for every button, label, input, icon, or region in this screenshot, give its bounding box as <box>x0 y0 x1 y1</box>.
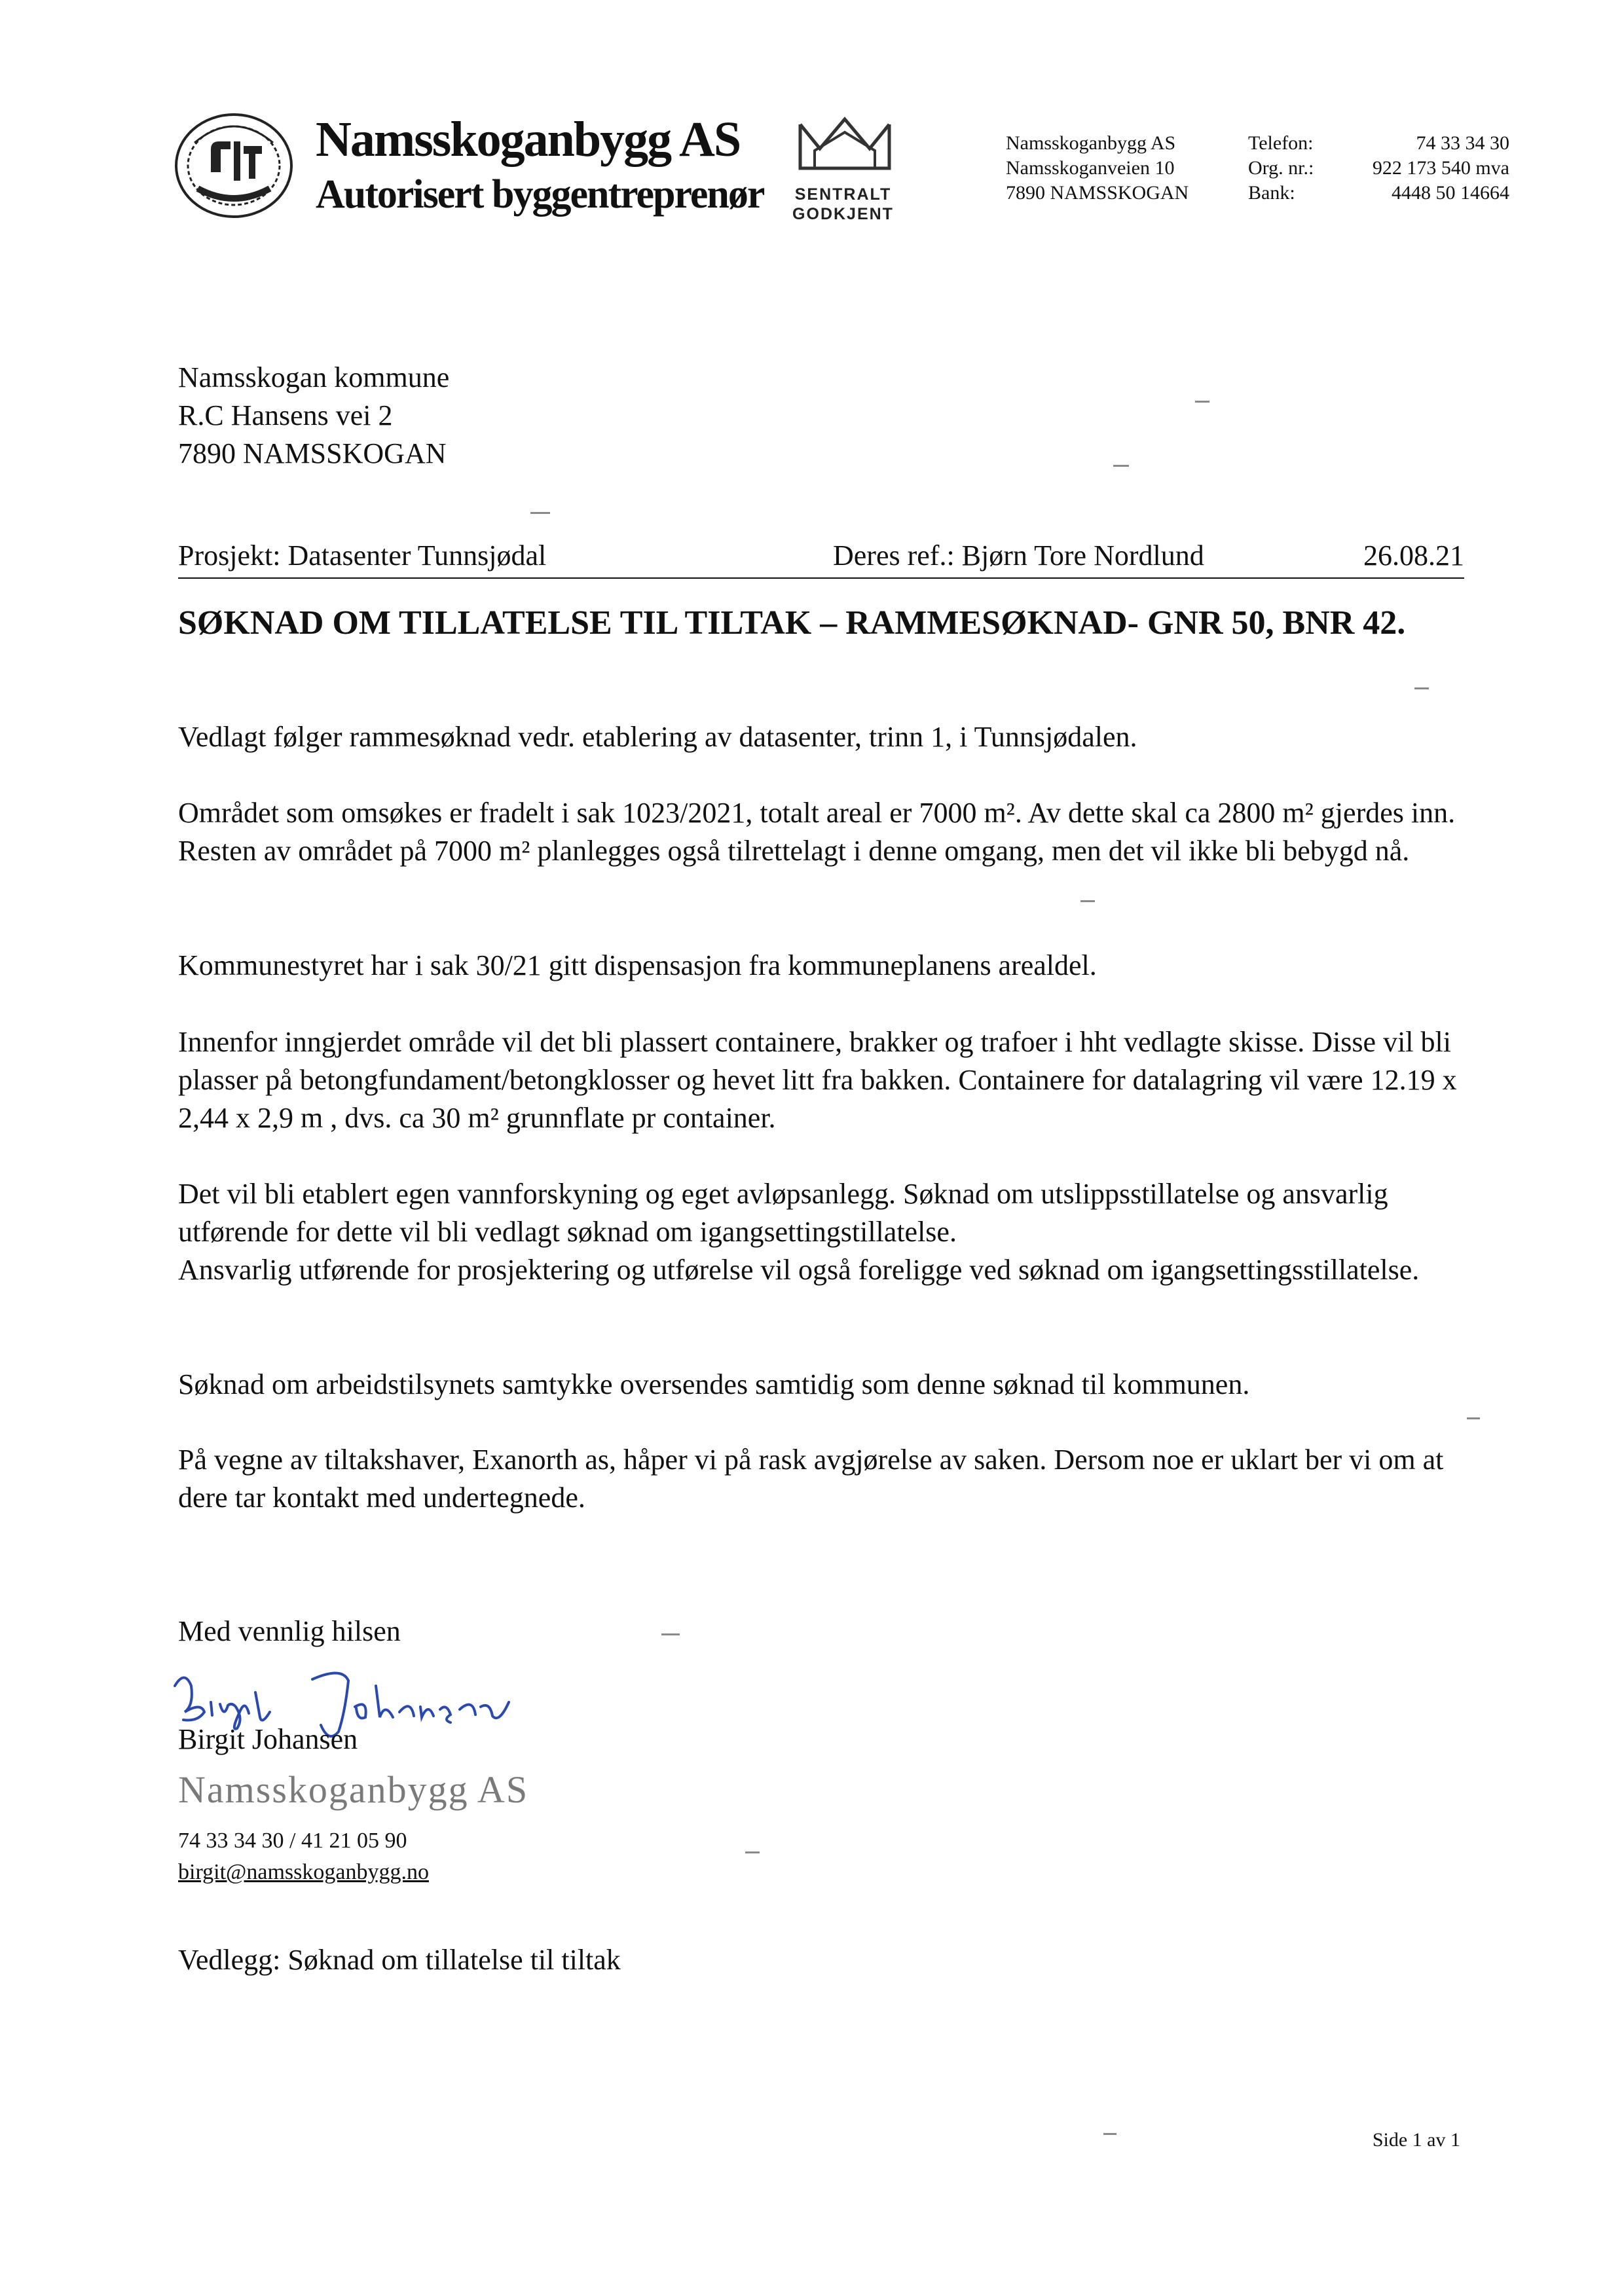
letter-subject: SØKNAD OM TILLATELSE TIL TILTAK – RAMMESØKNAD- GNR 50, BNR 42. <box>178 604 1406 642</box>
body-paragraph: Innenfor inngjerdet område vil det bli plassert containere, brakker og trafoer i hht vedlagte skisse. Disse vil bli plasser på betongfundament/betongklosser og hevet litt fra bakken. Containere for datalagring vil være 12.19 x 2,44 x 2,9 m , dvs. ca 30 m² grunnflate pr container. <box>178 1026 1457 1134</box>
letter-date: 26.08.21 <box>1363 539 1464 572</box>
phone-value: 74 33 34 30 <box>1416 132 1509 154</box>
scan-speck <box>1414 687 1429 689</box>
crown-icon <box>792 113 897 178</box>
page-number: Side 1 av 1 <box>1372 2129 1460 2151</box>
recipient-address <box>178 359 449 473</box>
scan-speck <box>1467 1417 1480 1419</box>
signature-company-stamp: Namsskoganbygg AS <box>178 1768 529 1811</box>
sender-address-line: Namsskoganbygg AS <box>1006 132 1176 154</box>
company-name: Namsskoganbygg AS <box>316 112 741 167</box>
company-tagline: Autorisert byggentreprenør <box>316 172 764 217</box>
contact-labels <box>1248 131 1314 206</box>
signer-phone: 74 33 34 30 / 41 21 05 90 <box>178 1829 407 1853</box>
phone-label: Telefon: <box>1248 132 1314 154</box>
sender-address-line: Namsskoganveien 10 <box>1006 157 1175 179</box>
body-paragraph: Området som omsøkes er fradelt i sak 1023/2021, totalt areal er 7000 m². Av dette skal ca 2800 m² gjerdes inn. Resten av området på 7000 m² planlegges også tilrettelagt i denne omgang, men det vil ikke bli bebygd nå. <box>178 797 1456 867</box>
contact-values <box>1349 131 1509 206</box>
scan-speck <box>661 1633 680 1635</box>
approval-mark-line2: GODKJENT <box>792 205 894 223</box>
sender-address <box>1006 131 1189 206</box>
body-paragraph: Vedlagt følger rammesøknad vedr. etablering av datasenter, trinn 1, i Tunnsjødalen. <box>178 721 1137 753</box>
scan-speck <box>1080 900 1095 902</box>
bank-label: Bank: <box>1248 182 1295 204</box>
project-reference-line <box>178 537 1464 579</box>
recipient-line: 7890 NAMSSKOGAN <box>178 437 447 469</box>
scan-speck <box>1113 465 1129 467</box>
signer-email-link[interactable]: birgit@namsskoganbygg.no <box>178 1860 429 1884</box>
sender-address-line: 7890 NAMSSKOGAN <box>1006 182 1189 204</box>
approval-mark-line1: SENTRALT <box>794 185 892 204</box>
recipient-line: R.C Hansens vei 2 <box>178 399 393 431</box>
scan-speck <box>745 1851 760 1853</box>
attachment-note: Vedlegg: Søknad om tillatelse til tiltak <box>178 1944 621 1976</box>
body-paragraph: Søknad om arbeidstilsynets samtykke oversendes samtidig som denne søknad til kommunen. <box>178 1368 1250 1400</box>
closing-greeting: Med vennlig hilsen <box>178 1615 401 1647</box>
org-number-value: 922 173 540 mva <box>1372 157 1509 179</box>
bank-account-value: 4448 50 14664 <box>1392 182 1509 204</box>
scan-speck <box>530 512 550 514</box>
scan-speck <box>1103 2133 1116 2135</box>
body-paragraph: Kommunestyret har i sak 30/21 gitt dispensasjon fra kommuneplanens arealdel. <box>178 949 1097 981</box>
company-seal-logo <box>172 110 296 221</box>
reference-label: Deres ref.: Bjørn Tore Nordlund <box>833 539 1204 572</box>
signer-name: Birgit Johansen <box>178 1723 358 1755</box>
body-paragraph: På vegne av tiltakshaver, Exanorth as, håper vi på rask avgjørelse av saken. Dersom noe er uklart ber vi om at dere tar kontakt med undertegnede. <box>178 1444 1444 1514</box>
scan-speck <box>1195 401 1209 403</box>
org-number-label: Org. nr.: <box>1248 157 1314 179</box>
recipient-line: Namsskogan kommune <box>178 361 450 393</box>
project-label: Prosjekt: Datasenter Tunnsjødal <box>178 539 547 572</box>
body-paragraph: Det vil bli etablert egen vannforskyning og eget avløpsanlegg. Søknad om utslippsstillatelse og ansvarlig utførende for dette vil bli vedlagt søknad om igangsettingstillatelse. Ansvarlig utførende for prosjektering og utførelse vil også foreligge ved søknad om igangsettingsstillatelse. <box>178 1178 1420 1286</box>
